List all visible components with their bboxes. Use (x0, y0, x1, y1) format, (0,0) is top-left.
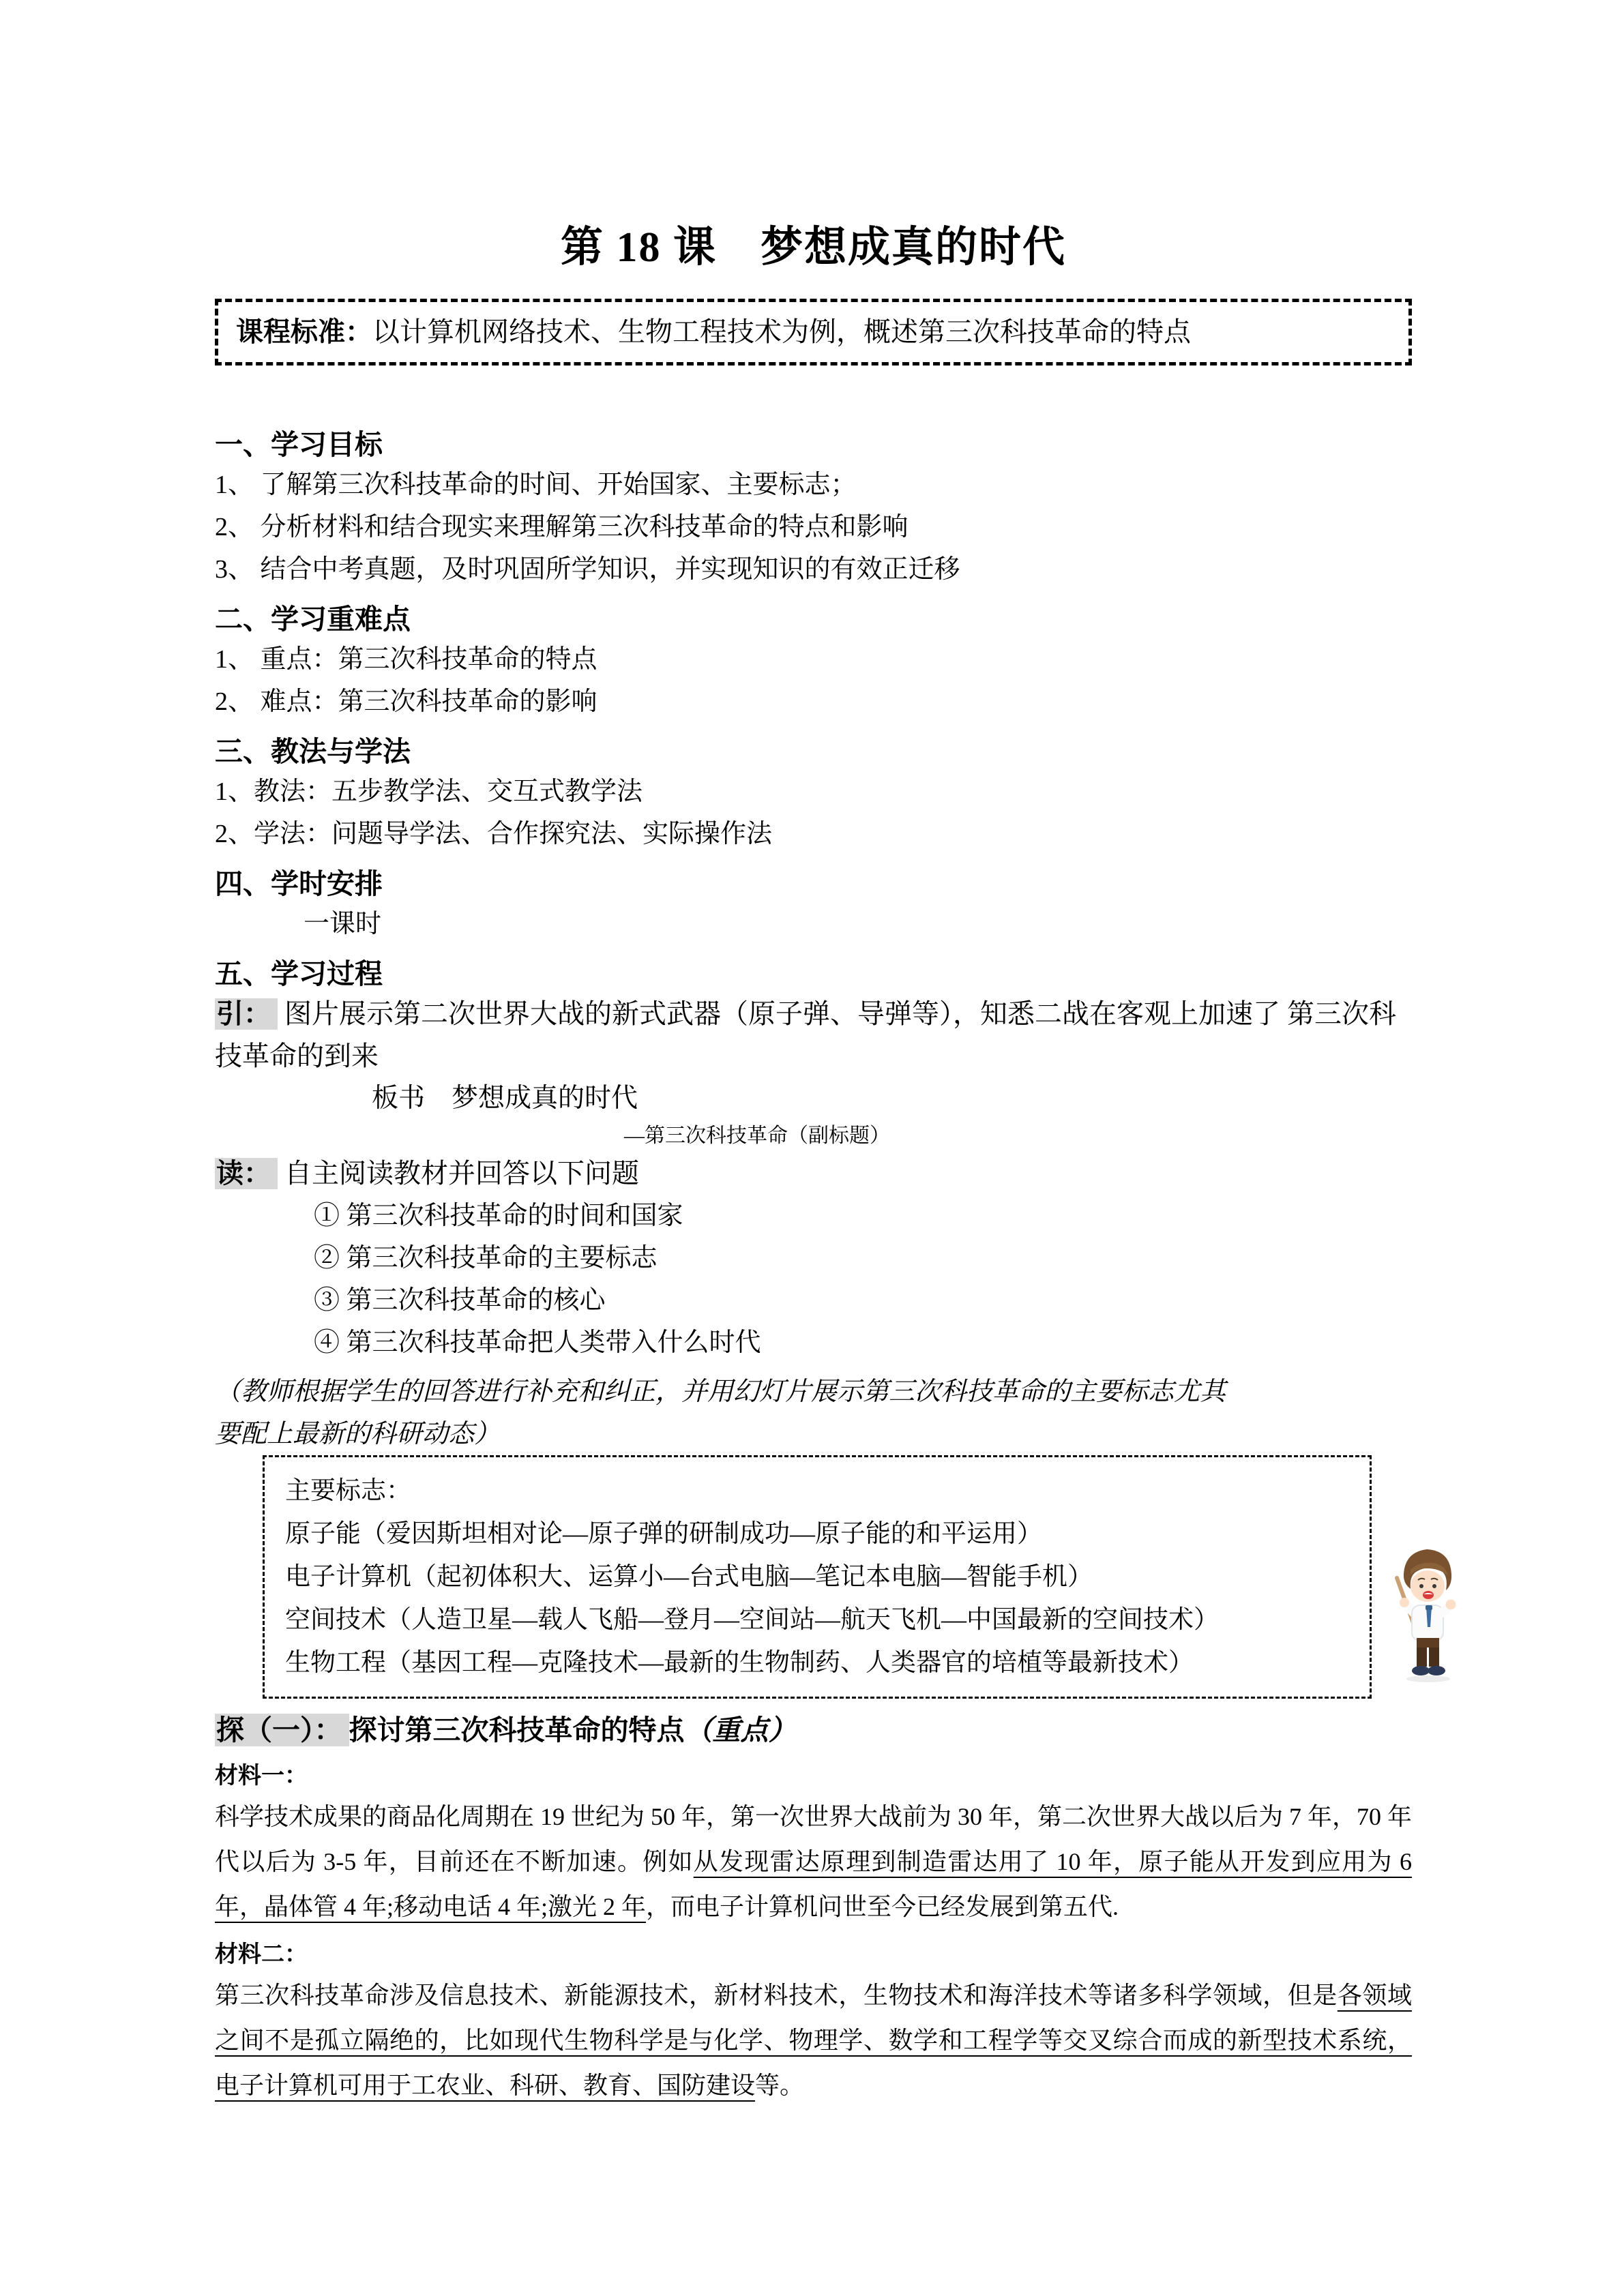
page-title: 第 18 课 梦想成真的时代 (560, 224, 1066, 271)
signs-item: 原子能（爱因斯坦相对论—原子弹的研制成功—原子能的和平运用） (285, 1520, 1042, 1548)
read-label-highlight: 读： (215, 1158, 278, 1189)
material2-label: 材料二： (215, 1941, 308, 1967)
list-item: 3、 结合中考真题，及时巩固所学知识，并实现知识的有效正迁移 (215, 555, 960, 584)
signs-item: 电子计算机（起初体积大、运算小—台式电脑—笔记本电脑—智能手机） (285, 1563, 1093, 1591)
material2-underlined-text: 各领域之间不是孤立隔绝的，比如现代生物科学是与化学、物理学、数学和工程学等交叉综合而成的新型技术系统，电子计算机可用于工农业、科研、教育、国防建设 (215, 1982, 1412, 2099)
material1-label: 材料一： (215, 1763, 308, 1789)
teacher-note-line: 要配上最新的科研动态） (215, 1420, 501, 1448)
read-paragraph (215, 1152, 1412, 1195)
content-column (215, 0, 1412, 2108)
intro-label-highlight: 引： (215, 998, 278, 1030)
board-subtitle-line: —第三次科技革命（副标题） (624, 1124, 890, 1147)
material2-text: 第三次科技革命涉及信息技术、新能源技术，新材料技术，生物技术和海洋技术等诸多科学领域，但是 (215, 1982, 1338, 2009)
signs-item: 空间技术（人造卫星—载人飞船—登月—空间站—航天飞机—中国最新的空间技术） (285, 1606, 1219, 1634)
course-standard-label: 课程标准： (236, 317, 372, 347)
material1-underlined-text: 从发现雷达原理到制造雷达用了 10 年，原子能从开发到应用为 6 年，晶体管 4 年;移动电话 4 年;激光 2 年 (215, 1848, 1412, 1920)
read-text: 自主阅读教材并回答以下问题 (284, 1158, 639, 1189)
explore-title-text: 探讨第三次科技革命的特点 (349, 1714, 685, 1746)
explore-heading (215, 1710, 1412, 1750)
read-question: ④ 第三次科技革命把人类带入什么时代 (314, 1328, 761, 1357)
course-standard-box (215, 299, 1412, 366)
teacher-note-line: （教师根据学生的回答进行补充和纠正，并用幻灯片展示第三次科技革命的主要标志尤其 (215, 1377, 1226, 1406)
material1-text: 科学技术成果的商品化周期在 19 世纪为 50 年，第一次世界大战前为 30 年，第二次世界大战以后为 7 年，70 年代以后为 3-5 年，目前还在不断加速。例如 (215, 1803, 1413, 1875)
explore-label-highlight: 探（一）： (215, 1714, 349, 1746)
teacher-clipart-image (1391, 1542, 1466, 1689)
material1-text-end: ，而电子计算机问世至今已经发展到第五代. (646, 1893, 1119, 1920)
read-question: ② 第三次科技革命的主要标志 (314, 1244, 658, 1272)
list-item: 1、 了解第三次科技革命的时间、开始国家、主要标志； (215, 471, 857, 499)
list-item: 2、学法：问题导学法、合作探究法、实际操作法 (215, 820, 773, 848)
material1-paragraph (215, 1794, 1412, 1929)
intro-paragraph (215, 993, 1412, 1077)
section-heading-goals: 一、学习目标 (215, 429, 383, 460)
material2-paragraph (215, 1973, 1412, 2108)
section-heading-methods: 三、教法与学法 (215, 736, 411, 767)
section-heading-schedule: 四、学时安排 (215, 868, 383, 899)
intro-text-line2: 第三次科技革命的到来 (215, 998, 1396, 1071)
course-standard-text: 以计算机网络技术、生物工程技术为例，概述第三次科技革命的特点 (372, 316, 1191, 347)
list-item: 2、 分析材料和结合现实来理解第三次科技革命的特点和影响 (215, 513, 909, 541)
schedule-item: 一课时 (304, 910, 382, 938)
list-item: 1、 重点：第三次科技革命的特点 (215, 645, 597, 674)
list-item: 2、 难点：第三次科技革命的影响 (215, 687, 597, 716)
section-heading-keypoints: 二、学习重难点 (215, 603, 411, 635)
board-writing-line: 板书 梦想成真的时代 (372, 1084, 638, 1113)
explore-emphasis: （重点） (684, 1714, 797, 1746)
teacher-clipart (1391, 1542, 1466, 1689)
read-question: ③ 第三次科技革命的核心 (314, 1286, 606, 1315)
signs-item: 生物工程（基因工程—克隆技术—最新的生物制药、人类器官的培植等最新技术） (285, 1649, 1194, 1677)
read-question: ① 第三次科技革命的时间和国家 (314, 1202, 683, 1230)
signs-heading: 主要标志： (285, 1477, 411, 1505)
intro-text: 图片展示第二次世界大战的新式武器（原子弹、导弹等），知悉二战在客观上加速了 (284, 998, 1280, 1029)
list-item: 1、教法：五步教学法、交互式教学法 (215, 777, 643, 806)
main-signs-box (263, 1455, 1372, 1699)
material2-text-end: 等。 (755, 2072, 805, 2099)
section-heading-process: 五、学习过程 (215, 958, 383, 989)
